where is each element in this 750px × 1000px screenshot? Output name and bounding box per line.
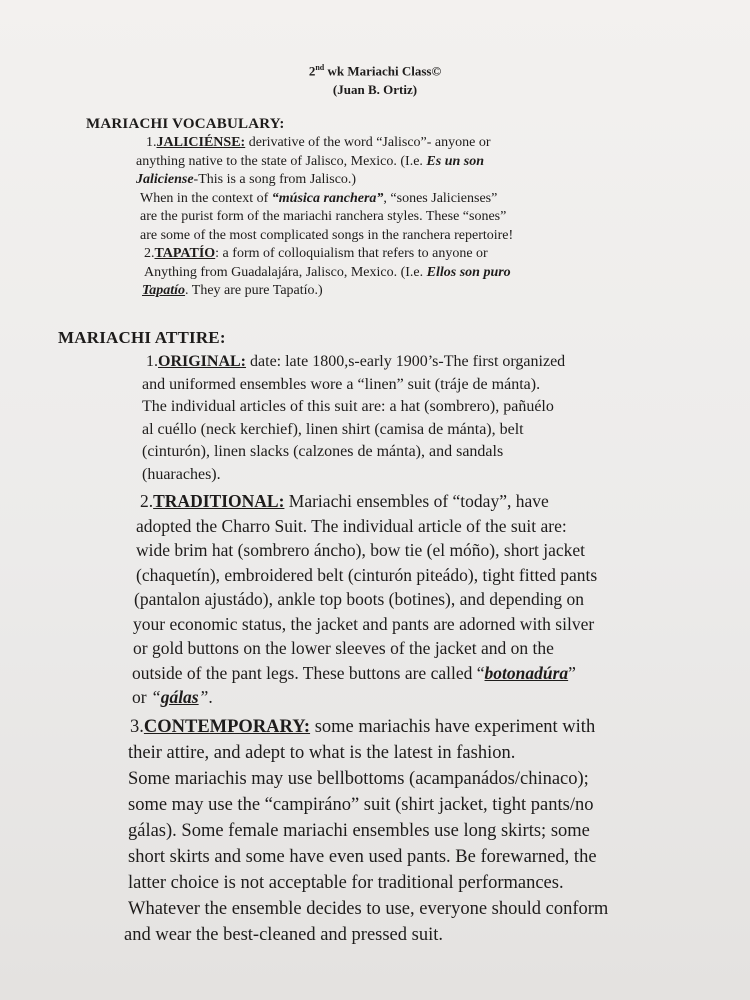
attire-item3-line9: and wear the best-cleaned and pressed suit. — [124, 925, 443, 945]
attire-item2-line2: adopted the Charro Suit. The individual article of the suit are: — [136, 515, 567, 536]
attire-item3-line4: some may use the “campiráno” suit (shirt jacket, tight pants/no — [128, 795, 594, 815]
term-contemporary: CONTEMPORARY: — [143, 717, 311, 737]
attire-item2-line1: 2.TRADITIONAL: Mariachi ensembles of “today”, have — [140, 491, 549, 511]
attire-item1-line2: and uniformed ensembles wore a “linen” suit (tráje de mánta). — [142, 375, 541, 393]
attire-item1-line4: al cuéllo (neck kerchief), linen shirt (camisa de mánta), belt — [142, 420, 524, 438]
vocab-item1-line5: are the purist form of the mariachi ranchera styles. These “sones” — [140, 209, 507, 224]
vocab-item1-line2: anything native to the state of Jalisco, Mexico. (I.e. Es un son — [136, 153, 485, 169]
vocab-item1-line6: are some of the most complicated songs in the ranchera repertoire! — [140, 227, 514, 243]
vocab-item1-line3: Jaliciense-This is a song from Jalisco.) — [136, 172, 357, 187]
attire-item3-line5: gálas). Some female mariachi ensembles use long skirts; some — [128, 821, 590, 841]
attire-item2-line6: your economic status, the jacket and pants are adorned with silver — [133, 613, 595, 634]
attire-item3-line8: Whatever the ensemble decides to use, everyone should conform — [128, 899, 609, 919]
term-galas: gálas — [160, 687, 199, 707]
vocab-item2-line3: Tapatío. They are pure Tapatío.) — [142, 283, 323, 298]
attire-item3-line1: 3.CONTEMPORARY: some mariachis have experiment with — [130, 717, 596, 737]
attire-item2-line7: or gold buttons on the lower sleeves of the jacket and on the — [133, 638, 554, 658]
page-title: 2nd wk Mariachi Class© — [308, 63, 442, 79]
term-original: ORIGINAL: — [158, 353, 247, 370]
attire-item3-line7: latter choice is not acceptable for traditional performances. — [128, 873, 564, 893]
term-traditional: TRADITIONAL: — [153, 491, 285, 511]
vocab-item1-line1: 1.JALICIÉNSE: derivative of the word “Jalisco”- anyone or — [146, 135, 491, 150]
vocab-item2-line2: Anything from Guadalajára, Jalisco, Mexico. (I.e. Ellos son puro — [144, 264, 511, 280]
vocabulary-section — [136, 134, 514, 301]
term-jaliciense: JALICIÉNSE: — [156, 135, 246, 150]
vocab-item1-line4: When in the context of “música ranchera”, “sones Jalicienses” — [140, 190, 498, 206]
attire-item2-line8: outside of the pant legs. These buttons are called “botonadúra” — [132, 662, 576, 683]
attire-item3-line3: Some mariachis may use bellbottoms (acampanádos/chinaco); — [128, 769, 589, 789]
attire-item1-line6: (huaraches). — [142, 465, 221, 483]
attire-heading: MARIACHI ATTIRE: — [58, 328, 226, 347]
term-tapatio: TAPATÍO — [154, 246, 216, 261]
attire-item2-line9: or “gálas”. — [132, 687, 213, 707]
author-line: (Juan B. Ortiz) — [332, 82, 418, 98]
vocabulary-heading: MARIACHI VOCABULARY: — [86, 116, 285, 132]
attire-item1-line1: 1.ORIGINAL: date: late 1800,s-early 1900’s-The first organized — [146, 353, 566, 370]
attire-traditional-section — [132, 489, 598, 710]
vocab-item2-line1: 2.TAPATÍO: a form of colloquialism that refers to anyone or — [144, 246, 488, 261]
term-botonadura: botonadúra — [484, 662, 569, 683]
attire-item1-line5: (cinturón), linen slacks (calzones de mánta), and sandals — [142, 443, 504, 460]
attire-item2-line3: wide brim hat (sombrero áncho), bow tie (el móño), short jacket — [136, 540, 586, 560]
attire-item3-line2: their attire, and adept to what is the latest in fashion. — [128, 743, 516, 763]
attire-item3-line6: short skirts and some have even used pants. Be forewarned, the — [128, 847, 597, 867]
attire-contemporary-section — [124, 714, 609, 948]
attire-original-section — [142, 351, 565, 486]
attire-item1-line3: The individual articles of this suit are: a hat (sombrero), pañuélo — [142, 398, 554, 415]
attire-item2-line4: (chaquetín), embroidered belt (cinturón piteádo), tight fitted pants — [136, 564, 598, 585]
document-header — [0, 58, 750, 99]
attire-item2-line5: (pantalon ajustádo), ankle top boots (botines), and depending on — [134, 589, 585, 609]
